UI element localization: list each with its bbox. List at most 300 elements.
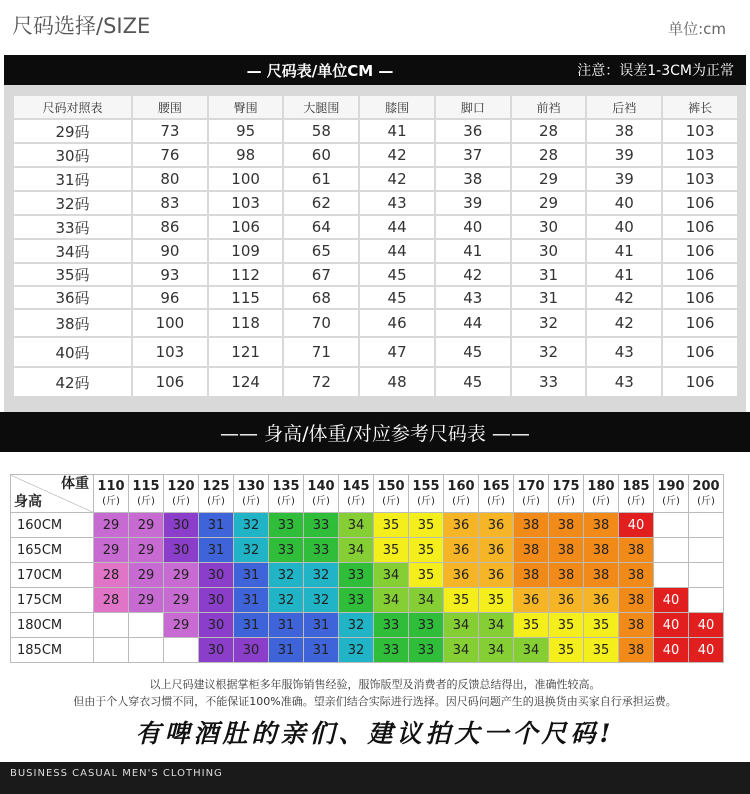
size-cell	[654, 563, 689, 588]
size-cell: 35	[409, 563, 444, 588]
table-row	[11, 563, 724, 588]
size-cell: 33	[339, 588, 374, 613]
size-cell: 36	[444, 563, 479, 588]
size-cell: 30	[164, 513, 199, 538]
size-cell: 28	[94, 563, 129, 588]
size-cell: 30	[199, 563, 234, 588]
weight-value: 140	[307, 478, 335, 494]
size-value-cell: 43	[435, 286, 511, 309]
size-value-cell: 30	[511, 239, 587, 263]
height-axis-label: 身高	[14, 494, 42, 510]
size-cell: 38	[619, 613, 654, 638]
size-header-cell: 尺码对照表	[13, 95, 132, 119]
size-cell: 32	[304, 563, 339, 588]
table-row	[13, 309, 738, 337]
size-cell: 33	[409, 638, 444, 663]
weight-header-cell	[234, 475, 269, 513]
weight-header-cell	[269, 475, 304, 513]
size-cell: 35	[549, 613, 584, 638]
size-value-cell: 40	[435, 215, 511, 239]
size-cell: 38	[584, 563, 619, 588]
size-cell: 35	[514, 613, 549, 638]
size-cell: 33	[374, 638, 409, 663]
size-label-cell: 36码	[13, 286, 132, 309]
size-cell: 34	[444, 638, 479, 663]
tolerance-note: 注意：误差1-3CM为正常	[577, 63, 734, 79]
weight-unit: (斤)	[697, 495, 715, 507]
size-cell: 40	[689, 638, 724, 663]
size-value-cell: 41	[586, 239, 662, 263]
size-cell: 36	[584, 588, 619, 613]
size-value-cell: 40	[586, 191, 662, 215]
weight-value: 190	[657, 478, 685, 494]
size-cell: 31	[234, 613, 269, 638]
weight-value: 115	[132, 478, 160, 494]
size-cell: 29	[164, 563, 199, 588]
table-row	[13, 337, 738, 367]
size-cell: 32	[304, 588, 339, 613]
size-value-cell: 80	[132, 167, 208, 191]
size-cell: 29	[129, 563, 164, 588]
size-cell	[164, 638, 199, 663]
size-value-cell: 68	[283, 286, 359, 309]
size-header-cell: 脚口	[435, 95, 511, 119]
disclaimer-line-1: 以上尺码建议根据掌柜多年服饰销售经验，服饰版型及消费者的反馈总结得出，准确性较高。	[149, 678, 601, 691]
size-value-cell: 32	[511, 337, 587, 367]
size-cell: 32	[234, 513, 269, 538]
size-value-cell: 39	[586, 167, 662, 191]
size-cell: 36	[479, 513, 514, 538]
height-label-cell: 185CM	[11, 638, 94, 663]
size-value-cell: 121	[208, 337, 284, 367]
size-value-cell: 112	[208, 263, 284, 286]
size-value-cell: 106	[662, 367, 738, 397]
size-cell: 34	[374, 588, 409, 613]
size-label-cell: 30码	[13, 143, 132, 167]
size-value-cell: 103	[662, 167, 738, 191]
size-cell: 32	[269, 563, 304, 588]
weight-header-cell	[164, 475, 199, 513]
table-row	[11, 638, 724, 663]
size-cell: 29	[129, 538, 164, 563]
size-cell	[654, 513, 689, 538]
size-cell: 38	[514, 563, 549, 588]
height-label-cell: 165CM	[11, 538, 94, 563]
size-value-cell: 31	[511, 263, 587, 286]
weight-value: 110	[97, 478, 125, 494]
weight-value: 180	[587, 478, 615, 494]
size-cell: 34	[409, 588, 444, 613]
weight-header-cell	[129, 475, 164, 513]
size-value-cell: 46	[359, 309, 435, 337]
size-value-cell: 73	[132, 119, 208, 143]
size-cell: 35	[444, 588, 479, 613]
size-cell: 34	[479, 638, 514, 663]
size-value-cell: 45	[359, 263, 435, 286]
size-cell: 35	[374, 538, 409, 563]
weight-unit: (斤)	[172, 495, 190, 507]
size-header-cell: 腰围	[132, 95, 208, 119]
size-value-cell: 100	[208, 167, 284, 191]
size-header-cell: 前裆	[511, 95, 587, 119]
weight-value: 130	[237, 478, 265, 494]
size-value-cell: 40	[586, 215, 662, 239]
size-value-cell: 43	[586, 367, 662, 397]
size-cell: 30	[164, 538, 199, 563]
weight-value: 125	[202, 478, 230, 494]
size-value-cell: 71	[283, 337, 359, 367]
size-cell: 29	[129, 513, 164, 538]
table-row	[13, 167, 738, 191]
size-cell: 32	[339, 638, 374, 663]
weight-axis-label: 体重	[61, 476, 89, 492]
weight-value: 175	[552, 478, 580, 494]
size-cell: 31	[234, 563, 269, 588]
size-value-cell: 38	[435, 167, 511, 191]
weight-unit: (斤)	[487, 495, 505, 507]
weight-header-cell	[374, 475, 409, 513]
size-cell: 32	[339, 613, 374, 638]
size-value-cell: 95	[208, 119, 284, 143]
weight-unit: (斤)	[417, 495, 435, 507]
page-header	[0, 0, 750, 52]
weight-header-cell	[584, 475, 619, 513]
weight-header-cell	[654, 475, 689, 513]
weight-unit: (斤)	[277, 495, 295, 507]
size-cell: 38	[549, 563, 584, 588]
size-value-cell: 106	[662, 337, 738, 367]
size-cell: 36	[549, 588, 584, 613]
size-cell: 33	[409, 613, 444, 638]
size-value-cell: 42	[359, 167, 435, 191]
weight-value: 185	[622, 478, 650, 494]
size-label-cell: 34码	[13, 239, 132, 263]
weight-value: 120	[167, 478, 195, 494]
size-cell: 28	[94, 588, 129, 613]
size-cell: 33	[374, 613, 409, 638]
table-row	[13, 215, 738, 239]
reference-panel	[0, 452, 750, 672]
size-value-cell: 109	[208, 239, 284, 263]
reference-table	[10, 474, 724, 663]
size-cell: 40	[654, 588, 689, 613]
size-cell: 31	[304, 638, 339, 663]
table-row	[13, 263, 738, 286]
size-value-cell: 28	[511, 143, 587, 167]
size-cell: 29	[164, 613, 199, 638]
reference-banner: —— 身高/体重/对应参考尺码表 ——	[0, 412, 750, 452]
slogan: 有啤酒肚的亲们、建议拍大一个尺码!	[135, 719, 615, 748]
size-cell: 32	[269, 588, 304, 613]
size-value-cell: 61	[283, 167, 359, 191]
size-cell: 36	[444, 538, 479, 563]
size-value-cell: 60	[283, 143, 359, 167]
size-cell: 31	[269, 638, 304, 663]
size-cell: 38	[619, 638, 654, 663]
size-cell: 38	[619, 588, 654, 613]
size-cell: 38	[549, 538, 584, 563]
weight-unit: (斤)	[207, 495, 225, 507]
weight-unit: (斤)	[102, 495, 120, 507]
size-cell: 35	[479, 588, 514, 613]
size-cell: 31	[199, 513, 234, 538]
size-label-cell: 32码	[13, 191, 132, 215]
size-value-cell: 98	[208, 143, 284, 167]
size-value-cell: 47	[359, 337, 435, 367]
size-cell: 30	[234, 638, 269, 663]
size-cell: 40	[689, 613, 724, 638]
table-row	[13, 286, 738, 309]
size-value-cell: 106	[208, 215, 284, 239]
size-cell: 36	[479, 538, 514, 563]
size-value-cell: 103	[132, 337, 208, 367]
table-row	[13, 367, 738, 397]
unit-label: 单位:cm	[668, 20, 726, 38]
size-value-cell: 41	[586, 263, 662, 286]
size-cell: 38	[584, 513, 619, 538]
size-label-cell: 35码	[13, 263, 132, 286]
size-value-cell: 64	[283, 215, 359, 239]
size-cell: 35	[584, 638, 619, 663]
weight-unit: (斤)	[382, 495, 400, 507]
size-value-cell: 83	[132, 191, 208, 215]
weight-unit: (斤)	[522, 495, 540, 507]
size-cell: 34	[339, 513, 374, 538]
size-value-cell: 124	[208, 367, 284, 397]
size-value-cell: 45	[359, 286, 435, 309]
size-cell: 29	[129, 588, 164, 613]
size-cell: 40	[654, 638, 689, 663]
size-header-cell: 臀围	[208, 95, 284, 119]
size-value-cell: 31	[511, 286, 587, 309]
size-cell: 34	[374, 563, 409, 588]
size-header-cell: 裤长	[662, 95, 738, 119]
size-value-cell: 33	[511, 367, 587, 397]
weight-unit: (斤)	[137, 495, 155, 507]
table-row	[11, 588, 724, 613]
size-value-cell: 42	[359, 143, 435, 167]
size-cell: 34	[514, 638, 549, 663]
size-cell: 29	[164, 588, 199, 613]
weight-unit: (斤)	[627, 495, 645, 507]
weight-value: 145	[342, 478, 370, 494]
size-cell: 34	[339, 538, 374, 563]
size-value-cell: 44	[359, 239, 435, 263]
size-value-cell: 43	[359, 191, 435, 215]
size-cell: 35	[549, 638, 584, 663]
size-label-cell: 33码	[13, 215, 132, 239]
size-label-cell: 38码	[13, 309, 132, 337]
size-cell: 31	[304, 613, 339, 638]
height-label-cell: 170CM	[11, 563, 94, 588]
size-cell: 34	[479, 613, 514, 638]
size-cell: 33	[304, 513, 339, 538]
size-value-cell: 30	[511, 215, 587, 239]
table-row	[13, 119, 738, 143]
footer-bar: BUSINESS CASUAL MEN'S CLOTHING	[0, 762, 750, 794]
size-value-cell: 45	[435, 337, 511, 367]
corner-cell	[11, 475, 94, 513]
size-table	[12, 94, 739, 398]
size-cell: 33	[339, 563, 374, 588]
weight-header-cell	[689, 475, 724, 513]
size-value-cell: 93	[132, 263, 208, 286]
size-cell	[129, 638, 164, 663]
size-value-cell: 29	[511, 167, 587, 191]
size-label-cell: 29码	[13, 119, 132, 143]
table-row	[13, 191, 738, 215]
size-header-cell: 膝围	[359, 95, 435, 119]
size-cell: 33	[269, 513, 304, 538]
size-value-cell: 100	[132, 309, 208, 337]
size-cell: 33	[304, 538, 339, 563]
size-table-header	[13, 95, 738, 119]
size-cell: 31	[234, 588, 269, 613]
size-value-cell: 29	[511, 191, 587, 215]
size-value-cell: 86	[132, 215, 208, 239]
weight-unit: (斤)	[662, 495, 680, 507]
size-label-cell: 42码	[13, 367, 132, 397]
height-label-cell: 160CM	[11, 513, 94, 538]
size-value-cell: 41	[435, 239, 511, 263]
table-row	[11, 538, 724, 563]
size-label-cell: 40码	[13, 337, 132, 367]
weight-unit: (斤)	[452, 495, 470, 507]
weight-header-cell	[479, 475, 514, 513]
weight-header-cell	[339, 475, 374, 513]
weight-unit: (斤)	[312, 495, 330, 507]
size-cell: 33	[269, 538, 304, 563]
weight-header-cell	[619, 475, 654, 513]
table-row	[13, 239, 738, 263]
weight-unit: (斤)	[592, 495, 610, 507]
size-header-cell: 大腿围	[283, 95, 359, 119]
size-value-cell: 48	[359, 367, 435, 397]
page-title: 尺码选择/SIZE	[12, 14, 151, 38]
size-header-cell: 后裆	[586, 95, 662, 119]
weight-unit: (斤)	[242, 495, 260, 507]
size-value-cell: 58	[283, 119, 359, 143]
size-cell: 38	[619, 538, 654, 563]
size-cell: 32	[234, 538, 269, 563]
size-cell: 29	[94, 538, 129, 563]
size-cell: 38	[549, 513, 584, 538]
size-value-cell: 44	[435, 309, 511, 337]
reference-header-row	[11, 475, 724, 513]
weight-header-cell	[94, 475, 129, 513]
size-value-cell: 36	[435, 119, 511, 143]
weight-value: 170	[517, 478, 545, 494]
size-cell: 38	[514, 513, 549, 538]
size-cell	[129, 613, 164, 638]
size-value-cell: 43	[586, 337, 662, 367]
weight-value: 165	[482, 478, 510, 494]
size-cell	[689, 538, 724, 563]
height-label-cell: 180CM	[11, 613, 94, 638]
size-table-panel	[4, 85, 746, 412]
size-cell: 38	[584, 538, 619, 563]
weight-value: 135	[272, 478, 300, 494]
table-row	[11, 613, 724, 638]
size-value-cell: 90	[132, 239, 208, 263]
weight-header-cell	[199, 475, 234, 513]
size-cell: 35	[409, 538, 444, 563]
size-value-cell: 39	[435, 191, 511, 215]
size-value-cell: 96	[132, 286, 208, 309]
size-value-cell: 103	[662, 119, 738, 143]
weight-header-cell	[304, 475, 339, 513]
size-label-cell: 31码	[13, 167, 132, 191]
size-cell: 38	[619, 563, 654, 588]
size-value-cell: 106	[662, 191, 738, 215]
size-value-cell: 39	[586, 143, 662, 167]
size-cell: 31	[269, 613, 304, 638]
weight-value: 160	[447, 478, 475, 494]
weight-value: 155	[412, 478, 440, 494]
size-chart-title: — 尺码表/单位CM —	[246, 62, 394, 80]
size-cell: 30	[199, 588, 234, 613]
table-row	[13, 143, 738, 167]
disclaimer	[0, 676, 750, 710]
disclaimer-line-2: 但由于个人穿衣习惯不同，不能保证100%准确。望亲们结合实际进行选择。因尺码问题产生的退换货由买家自行承担运费。	[73, 695, 677, 708]
size-value-cell: 76	[132, 143, 208, 167]
size-cell: 29	[94, 513, 129, 538]
weight-unit: (斤)	[557, 495, 575, 507]
size-cell: 36	[479, 563, 514, 588]
size-cell: 36	[444, 513, 479, 538]
size-cell	[654, 538, 689, 563]
size-cell: 30	[199, 638, 234, 663]
weight-unit: (斤)	[347, 495, 365, 507]
size-value-cell: 106	[132, 367, 208, 397]
size-chart-banner	[4, 55, 746, 85]
size-value-cell: 42	[586, 309, 662, 337]
size-value-cell: 37	[435, 143, 511, 167]
size-cell: 35	[584, 613, 619, 638]
weight-value: 200	[692, 478, 720, 494]
size-value-cell: 72	[283, 367, 359, 397]
size-value-cell: 115	[208, 286, 284, 309]
size-value-cell: 42	[586, 286, 662, 309]
size-value-cell: 106	[662, 286, 738, 309]
size-value-cell: 45	[435, 367, 511, 397]
size-cell: 40	[619, 513, 654, 538]
weight-header-cell	[409, 475, 444, 513]
size-value-cell: 65	[283, 239, 359, 263]
weight-value: 150	[377, 478, 405, 494]
size-cell: 36	[514, 588, 549, 613]
size-value-cell: 103	[208, 191, 284, 215]
size-value-cell: 62	[283, 191, 359, 215]
size-cell: 34	[444, 613, 479, 638]
size-value-cell: 106	[662, 239, 738, 263]
size-cell	[94, 613, 129, 638]
size-cell: 35	[409, 513, 444, 538]
size-cell	[689, 513, 724, 538]
weight-header-cell	[549, 475, 584, 513]
size-value-cell: 44	[359, 215, 435, 239]
size-cell	[689, 588, 724, 613]
size-cell: 31	[199, 538, 234, 563]
size-cell: 40	[654, 613, 689, 638]
size-value-cell: 106	[662, 263, 738, 286]
size-cell: 35	[374, 513, 409, 538]
size-value-cell: 42	[435, 263, 511, 286]
size-value-cell: 32	[511, 309, 587, 337]
size-cell: 30	[199, 613, 234, 638]
table-row	[11, 513, 724, 538]
size-value-cell: 70	[283, 309, 359, 337]
